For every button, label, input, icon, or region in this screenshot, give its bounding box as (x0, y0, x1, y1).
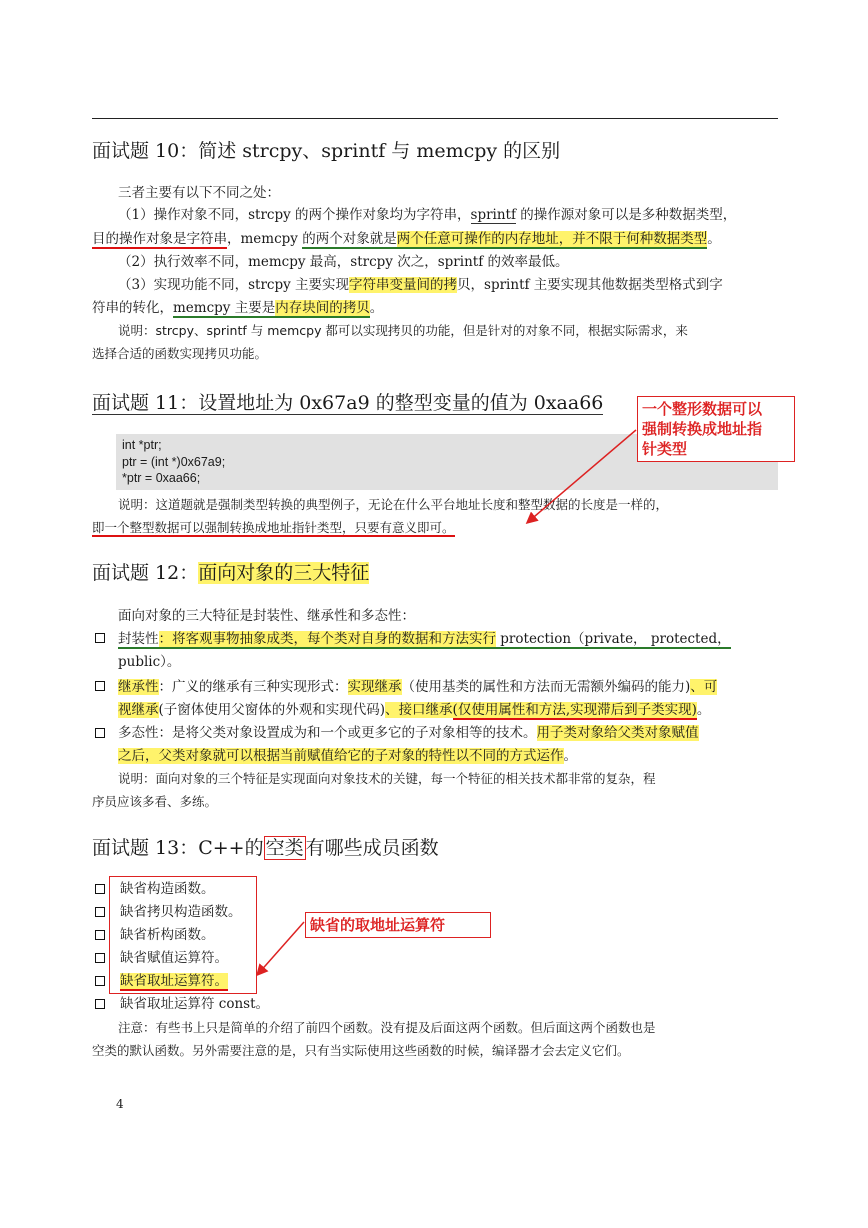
q13-item: 缺省析构函数。 (120, 927, 215, 943)
q10-p1-line1: （1）操作对象不同，strcpy 的两个操作对象均为字符串，sprintf 的操作源对象可以是多种数据类型， (118, 207, 737, 223)
callout-arrow-q13 (258, 922, 304, 974)
q12-bullet-polymorphism: 多态性：是将父类对象设置成为和一个或更多它的子对象相等的技术。用子类对象给父类对象赋值 (118, 725, 699, 741)
q13-item: 缺省取址运算符。 (120, 973, 228, 989)
empty-class-boxed: 空类 (265, 837, 304, 859)
q12-note-line2: 序员应该多看、多练。 (92, 794, 218, 809)
q13-note-line1: 注意：有些书上只是简单的介绍了前四个函数。没有提及后面这两个函数。但后面这两个函数也是 (118, 1020, 656, 1035)
q10-note-line1: 说明：strcpy、sprintf 与 memcpy 都可以实现拷贝的功能，但是针对的对象不同，根据实际需求，来 (118, 323, 688, 338)
q13-title: 面试题 13：C++的 空类 有哪些成员函数 (92, 837, 439, 859)
q12-title: 面试题 12：面向对象的三大特征 (92, 562, 370, 584)
q10-p1-line2: 目的操作对象是字符串，memcpy 的两个对象就是两个任意可操作的内存地址，并不限于何种数据类型。 (92, 231, 721, 247)
q10-p2: （2）执行效率不同，memcpy 最高，strcpy 次之，sprintf 的效率最低。 (118, 254, 569, 270)
q13-note-line2: 空类的默认函数。另外需要注意的是，只有当实际使用这些函数的时候，编译器才会去定义它们。 (92, 1043, 630, 1058)
q13-item: 缺省赋值运算符。 (120, 950, 228, 966)
q10-p3-line2: 符串的转化，memcpy 主要是内存块间的拷贝。 (92, 300, 384, 316)
q12-intro: 面向对象的三大特征是封装性、继承性和多态性： (118, 608, 415, 624)
q11-callout: 一个整形数据可以 强制转换成地址指 针类型 (637, 396, 795, 462)
callout-arrow-q11 (528, 430, 636, 522)
q11-title: 面试题 11：设置地址为 0x67a9 的整型变量的值为 0xaa66 (92, 392, 604, 414)
q12-note-line1: 说明：面向对象的三个特征是实现面向对象技术的关键，每一个特征的相关技术都非常的复杂，程 (118, 771, 656, 786)
code-line: *ptr = 0xaa66; (122, 471, 201, 485)
q13-item: 缺省构造函数。 (120, 881, 215, 897)
q12-bullet-inheritance-cont: 视继承(子窗体使用父窗体的外观和实现代码)、接口继承(仅使用属性和方法,实现滞后到子类实现)。 (118, 702, 711, 718)
q12-bullet-encapsulation-cont: public）。 (118, 654, 181, 670)
q12-bullet-inheritance: 继承性：广义的继承有三种实现形式：实现继承（使用基类的属性和方法而无需额外编码的能力)、可 (118, 679, 718, 695)
code-line: int *ptr; (122, 438, 162, 452)
q10-note-line2: 选择合适的函数实现拷贝功能。 (92, 346, 268, 361)
q11-note-line2: 即一个整型数据可以强制转换成地址指针类型，只要有意义即可。 (92, 520, 455, 535)
code-line: ptr = (int *)0x67a9; (122, 454, 226, 469)
page-number: 4 (116, 1097, 124, 1111)
q10-p3-line1: （3）实现功能不同，strcpy 主要实现字符串变量间的拷贝，sprintf 主要实现其他数据类型格式到字 (118, 277, 723, 293)
q13-item: 缺省拷贝构造函数。 (120, 904, 242, 920)
q13-item: 缺省取址运算符 const。 (120, 996, 270, 1012)
q11-note-line1: 说明：这道题就是强制类型转换的典型例子，无论在什么平台地址长度和整型数据的长度是一样的， (118, 497, 669, 512)
q13-callout: 缺省的取地址运算符 (305, 912, 491, 938)
q10-title: 面试题 10：简述 strcpy、sprintf 与 memcpy 的区别 (92, 140, 561, 162)
q10-intro: 三者主要有以下不同之处： (118, 185, 280, 201)
q12-bullet-polymorphism-cont: 之后，父类对象就可以根据当前赋值给它的子对象的特性以不同的方式运作。 (118, 748, 577, 764)
q12-bullet-encapsulation: 封装性：将客观事物抽象成类，每个类对自身的数据和方法实行 protection（private， protected， (118, 631, 731, 647)
